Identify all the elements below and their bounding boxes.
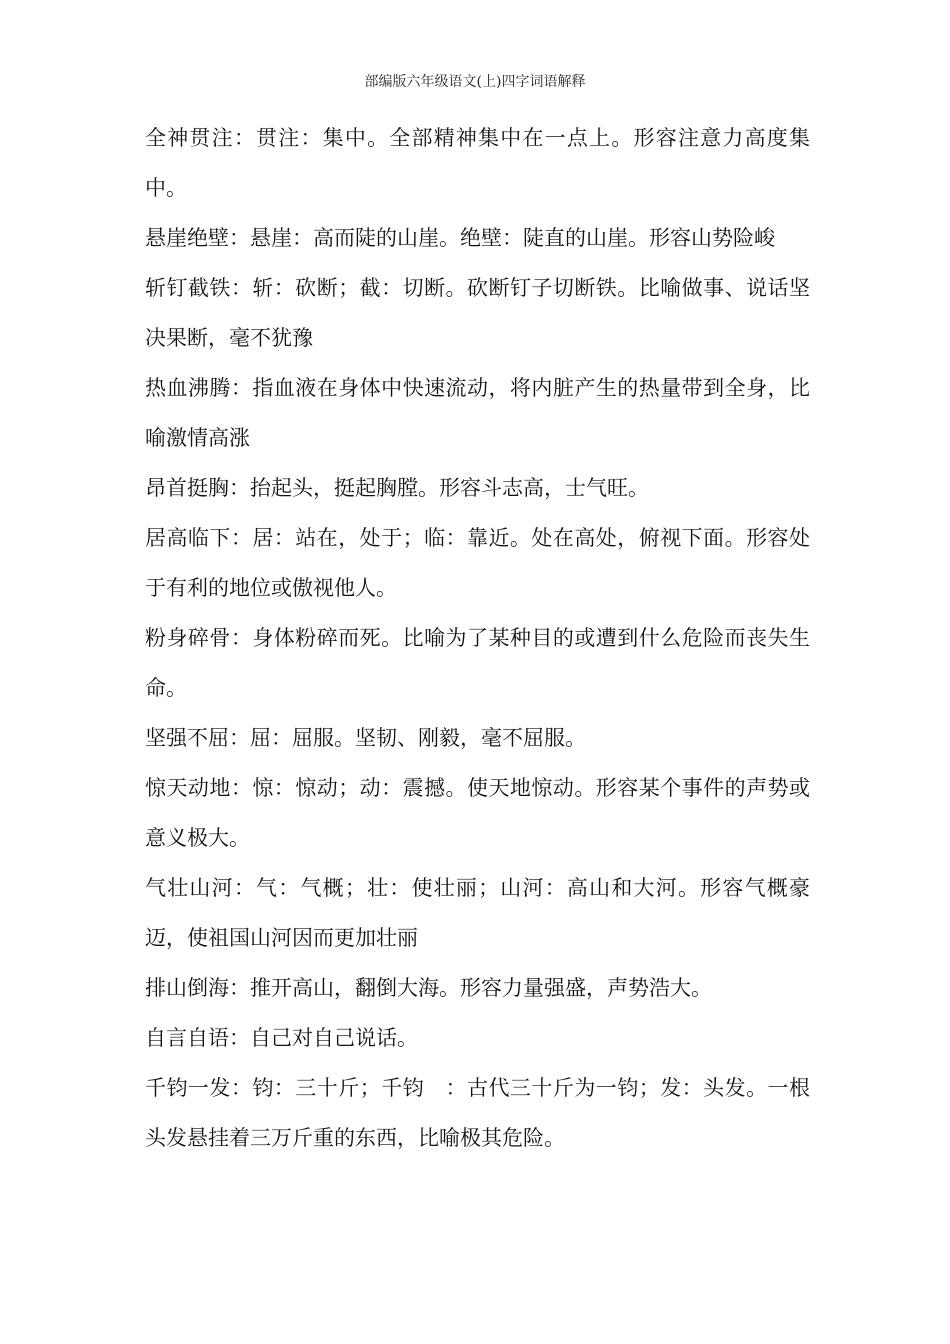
- entry-item: 居高临下：居：站在，处于；临：靠近。处在高处，俯视下面。形容处于有利的地位或傲视他人。: [145, 526, 810, 600]
- entry-list: [145, 113, 810, 1163]
- page-header: 部编版六年级语文(上)四字词语解释: [364, 74, 586, 90]
- entry-item: 热血沸腾：指血液在身体中快速流动，将内脏产生的热量带到全身，比喻激情高涨: [145, 376, 810, 450]
- entry-item: 惊天动地：惊：惊动；动：震撼。使天地惊动。形容某个事件的声势或意义极大。: [145, 776, 810, 850]
- entry-item: 千钧一发：钧：三十斤；千钧 ：古代三十斤为一钧；发：头发。一根头发悬挂着三万斤重的东西，比喻极其危险。: [145, 1076, 810, 1150]
- entry-item: 昂首挺胸：抬起头，挺起胸膛。形容斗志高，士气旺。: [145, 476, 649, 500]
- entry-item: 全神贯注：贯注：集中。全部精神集中在一点上。形容注意力高度集中。: [145, 126, 810, 200]
- entry-item: 悬崖绝壁：悬崖：高而陡的山崖。绝壁：陡直的山崖。形容山势险峻: [145, 226, 775, 250]
- entry-item: 气壮山河：气：气概；壮：使壮丽；山河：高山和大河。形容气概豪迈，使祖国山河因而更加壮丽: [145, 876, 810, 950]
- entry-item: 粉身碎骨：身体粉碎而死。比喻为了某种目的或遭到什么危险而丧失生命。: [145, 626, 810, 700]
- entry-item: 斩钉截铁：斩：砍断；截：切断。砍断钉子切断铁。比喻做事、说话坚决果断，毫不犹豫: [145, 276, 810, 350]
- entry-item: 自言自语：自己对自己说话。: [145, 1026, 418, 1050]
- entry-item: 坚强不屈：屈：屈服。坚韧、刚毅，毫不屈服。: [145, 726, 586, 750]
- entry-item: 排山倒海：推开高山，翻倒大海。形容力量强盛，声势浩大。: [145, 976, 712, 1000]
